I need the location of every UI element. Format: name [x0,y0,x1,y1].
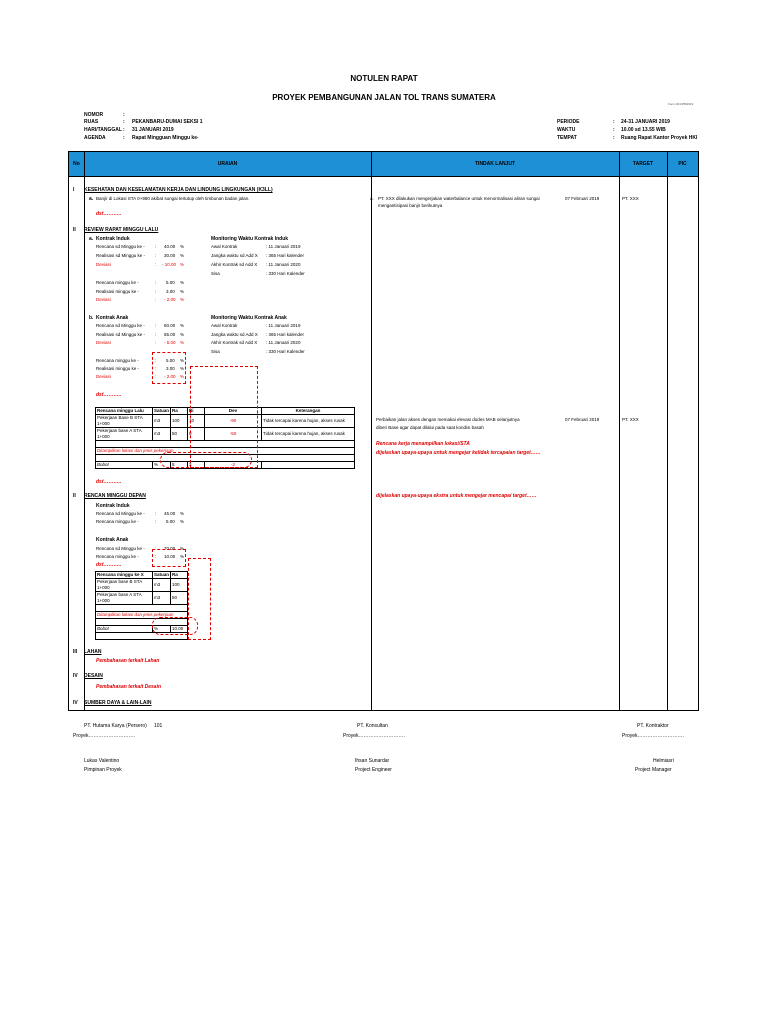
mon-b-title: Monitoring Waktu Kontrak Anak [211,315,287,321]
sec1-num: I [73,187,75,193]
sign-role-3: Project Manager [635,767,672,773]
form-code: Form-001/PB/2019 [668,102,694,106]
meta-value-date: 31 JANUARI 2019 [132,127,174,133]
mon-a-title: Monitoring Waktu Kontrak Induk [211,236,289,242]
table-row: Pekerjaan base A STA 1+000 m3 50 0 -50 Tidak tercapai karena hujan, akses rusak [96,428,355,441]
table-row: Pekerjaan base A STA 1+000 m3 50 [96,592,188,605]
sec2-a-title: Kontrak Induk [96,236,130,242]
sec5-text: Pembahasan terkait Desain [96,684,162,690]
sec3-kontrak-anak: Kontrak Anak [96,537,129,543]
sec2-num: II [73,227,76,233]
sign-proj-3: Proyek………………………. [622,733,684,739]
sign-org-1: PT. Hutama Karya (Persero) [84,723,147,729]
sec1-target: 07 Februari 2019 [565,196,600,201]
table-note: Ditampilkan lokasi dan jenis pekerjaan [96,448,355,455]
sec4-num: III [73,649,78,655]
meta-label-ruas: RUAS [84,119,99,125]
sec1-pic: PT. XXX [622,196,639,201]
sec6-title: SUMBER DAYA & LAIN-LAIN [84,700,152,706]
sec1-follow-up: PT. XXX dilakukan mengerjakan waterbalance untuk menormalisasi aliran sungai [378,196,540,201]
sec1-dst: dst……….. [96,211,122,217]
meta-label-nomor: NOMOR [84,112,104,118]
meta-value-agenda: Rapat Mingguan Minggu ke- [132,135,199,141]
sec1-title: KESEHATAN DAN KESELAMATAN KERJA DAN LINDUNG LINGKUNGAN (K3LL) [84,187,273,193]
sign-no-1: 101 [154,723,163,729]
sign-proj-1: Proyek………………………. [73,733,135,739]
sec2-follow-red-1: Rencana kerja menampilkan lokasi/STA [376,441,470,447]
meta-label-waktu: WAKTU [557,127,576,133]
bobot-row: Bobot % 5 3 -2 [96,462,355,469]
sign-org-2: PT. Konsultan [357,723,388,729]
header-target: TARGET [632,161,654,167]
sec3-num: II [73,493,76,499]
sign-name-1: Lukas Valentino [84,758,120,764]
sec5-num: IV [73,673,78,679]
sign-role-2: Project Engineer [355,767,392,773]
sec2-b-title: Kontrak Anak [96,315,129,321]
highlight-ellipse [160,452,252,468]
table-note: Ditampilkan lokasi dan jenis pekerjaan [96,612,188,619]
sec5-title: DESAIN [84,673,103,679]
meta-label-tempat: TEMPAT [557,135,577,141]
sec2-title: REVIEW RAPAT MINGGU LALU [84,227,159,233]
header-tindak-lanjut: TINDAK LANJUT [475,161,515,167]
sec2-target: 07 Februari 2019 [565,417,600,422]
sign-role-1: Pimpinan Proyek [84,767,122,773]
highlight-box [152,549,186,567]
table-header-row: Rencana minggu Lalu Satuan Ra Ri Dev Keterangan [96,408,355,415]
table-row: Pekerjaan base B STA 1+000 m3 100 [96,579,188,592]
highlight-ellipse [152,617,198,635]
document-subtitle: PROYEK PEMBANGUNAN JALAN TOL TRANS SUMATERA [272,93,496,102]
meta-value-tempat: Ruang Rapat Kantor Proyek HKI [621,135,698,141]
header-uraian: URAIAN [217,161,238,167]
sec2-dst-2: dst……….. [96,479,122,485]
meta-value-waktu: 10.00 sd 13.55 WIB [621,127,666,133]
sec2-follow-red-2: dijelaskan upaya-upaya untuk mengejar kelidak tercapaian target…… [376,450,541,456]
document-title: NOTULEN RAPAT [350,74,418,83]
bobot-row: Bobot % 10.00 [96,626,188,633]
sec1-follow-up-2: mengantisipasi banjir berikutnya [378,203,443,208]
meta-label-periode: PERIODE [557,119,580,125]
sec4-title: LAHAN [84,649,102,655]
sec2-dst-1: dst……….. [96,392,122,398]
sec1-item-a: Banjir di Lokasi STA 0+980 akibat sungai tertutup oleh timbunan badan jalan. [96,196,250,201]
table-row: Pekerjaan Base B STA 1+000 m3 100 10 -90 Tidak tercapai karena hujan, akses rusak [96,415,355,428]
sec2-pic: PT. XXX [622,417,639,422]
sec4-text: Pembahasan terkait Lahan [96,658,160,664]
sec6-num: IV [73,700,78,706]
header-no: No [73,161,80,167]
sign-org-3: PT. Kontraktor [637,723,669,729]
meta-label-date: HARI/TANGGAL [84,127,122,133]
meta-label-agenda: AGENDA [84,135,106,141]
sec3-kontrak-induk: Kontrak Induk [96,503,130,509]
sign-proj-2: Proyek………………………. [343,733,405,739]
plan-table: Rencana minggu ke X Satuan Ra Pekerjaan base B STA 1+000 m3 100 Pekerjaan base A STA 1+000 m3 50 Ditampilkan lokasi dan jenis pekerjaan Bobot % 10.00 [95,571,188,640]
sec2-follow-up: Perbaikan jalan akses dengan memakai elevasi dodes MAB selanjutnya [376,417,520,422]
highlight-box [152,352,186,384]
sec3-follow-red: dijelaskan upaya-upaya ekstra untuk mengejar mencapai target…… [376,493,537,499]
sec3-dst: dst……….. [96,562,122,568]
sec3-title: RENCAN MINGGU DEPAN [84,493,146,499]
table-header [68,151,699,177]
meta-value-periode: 24-31 JANUARI 2019 [621,119,670,125]
header-pic: PIC [678,161,687,167]
sign-name-3: Helmiasri [653,758,674,764]
sign-name-2: Ihsan Sunardar [355,758,390,764]
meta-value-ruas: PEKANBARU-DUMAI SEKSI 1 [132,119,203,125]
sec2-follow-up-2: diberi Base agar dapat dilalui pada saat kondisi basah [376,425,484,430]
